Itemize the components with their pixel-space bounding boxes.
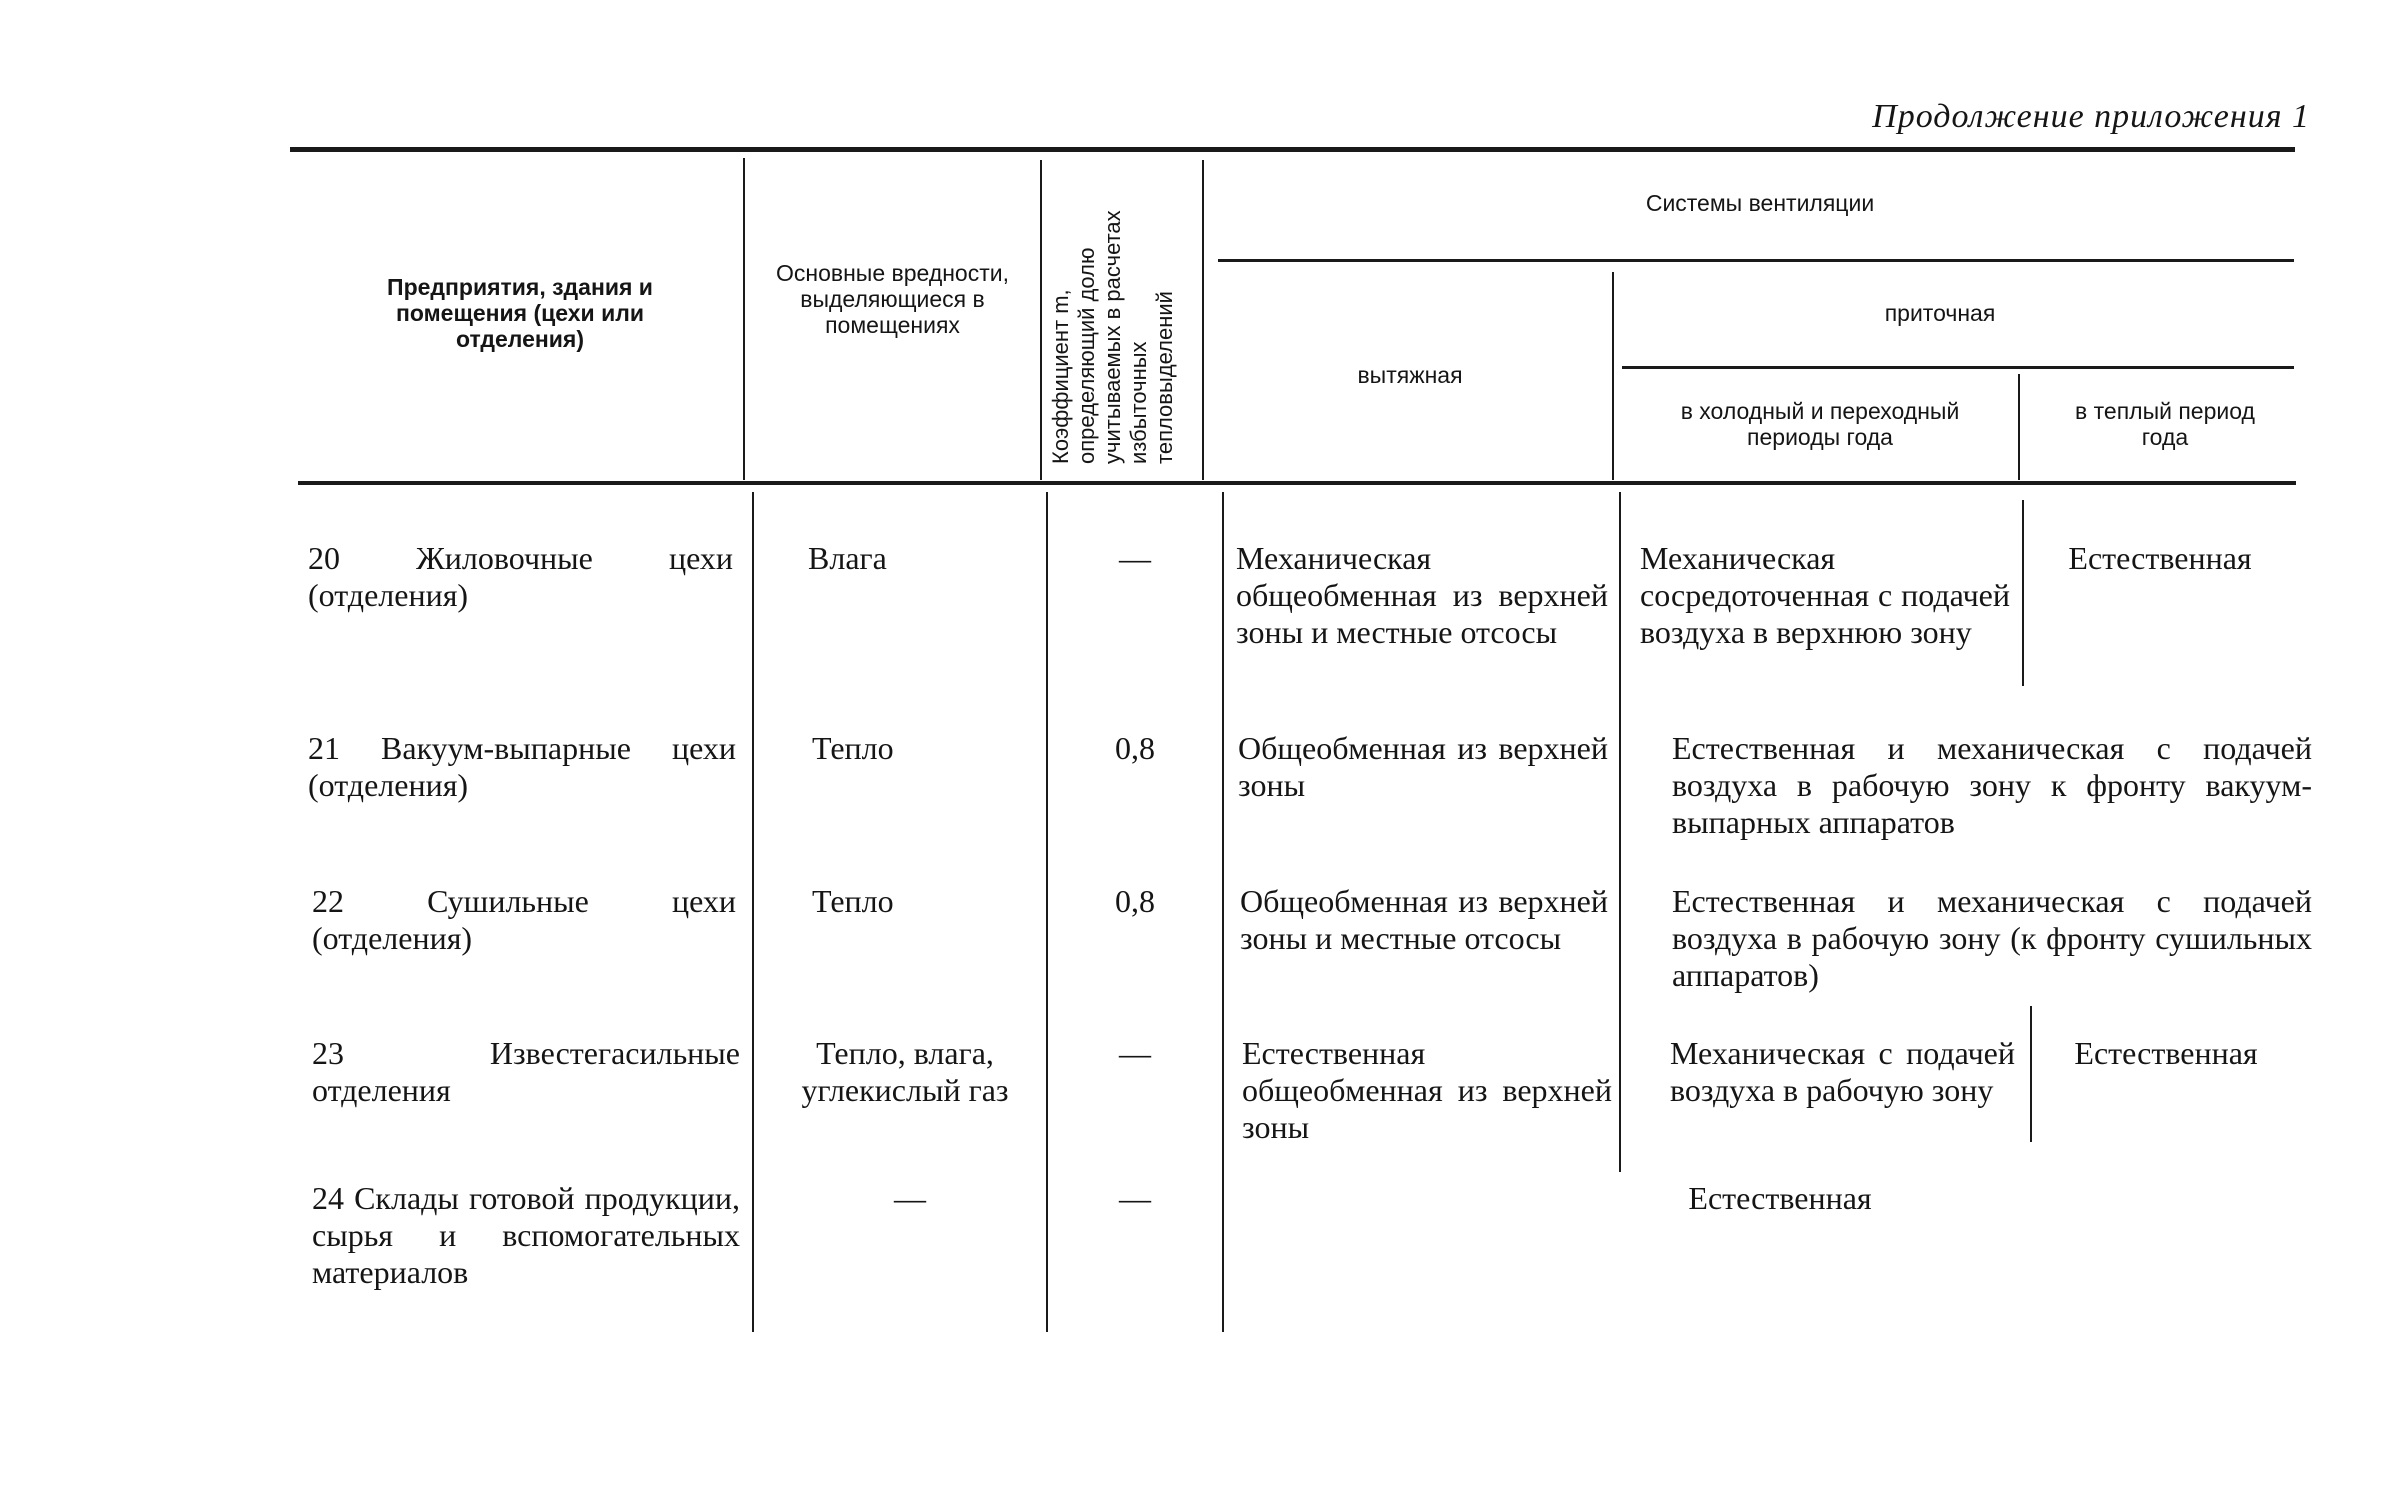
row-20-supply-cold: Механическая сосредоточенная с подачей воздуха в верхнюю зону xyxy=(1640,540,2010,650)
row-24-name: 24 Склады готовой продукции, сырья и вспомогательных материалов xyxy=(312,1180,740,1290)
row-20-supply-warm: Естественная xyxy=(2068,540,2252,576)
header-enterprises: Предприятия, здания и помещения (цехи или отделения) xyxy=(387,274,653,352)
header-coefficient-m: Коэффициент m, определяющий долю учитываемых в расчетах избыточных тепловыделений xyxy=(1048,210,1177,464)
row-22-m: 0,8 xyxy=(1115,883,1155,919)
row-22-name: 22 Сушильные цехи (отделения) xyxy=(312,883,736,956)
header-divider-1 xyxy=(743,158,745,480)
body-divider-2 xyxy=(1046,492,1048,1332)
row-23-name: 23 Известегасильные отделения xyxy=(312,1035,740,1108)
row-21-hazards: Тепло xyxy=(812,730,894,766)
row-20-exhaust: Механическая общеобменная из верхней зоны и местные отсосы xyxy=(1236,540,1608,650)
body-divider-3 xyxy=(1222,492,1224,1332)
header-divider-3 xyxy=(1202,160,1204,480)
row-21-name: 21 Вакуум-выпарные цехи (отделения) xyxy=(308,730,736,803)
row-24-all-systems: Естественная xyxy=(1688,1180,1872,1216)
row-21-m: 0,8 xyxy=(1115,730,1155,766)
row-21-exhaust: Общеобменная из верхней зоны xyxy=(1238,730,1608,803)
row-20-hazards: Влага xyxy=(808,540,887,576)
header-hazards: Основные вредности, выделяющиеся в помещениях xyxy=(776,260,1009,338)
header-divider-4 xyxy=(1612,272,1614,480)
header-ventilation-systems: Системы вентиляции xyxy=(1645,190,1875,216)
row-20-name: 20 Жиловочные цехи (отделения) xyxy=(308,540,733,613)
row-22-supply: Естественная и механическая с подачей воздуха в рабочую зону (к фронту сушильных аппаратов) xyxy=(1672,883,2312,993)
ventilation-subrule xyxy=(1218,259,2294,262)
header-supply-warm: в теплый период года xyxy=(2075,398,2255,450)
body-divider-6 xyxy=(2030,1006,2032,1142)
row-22-exhaust: Общеобменная из верхней зоны и местные отсосы xyxy=(1240,883,1608,956)
row-20-m: — xyxy=(1119,540,1151,576)
header-divider-2 xyxy=(1040,160,1042,480)
row-24-m: — xyxy=(1119,1180,1151,1216)
row-23-supply-cold: Механическая с подачей воздуха в рабочую зону xyxy=(1670,1035,2015,1108)
table-top-rule xyxy=(290,147,2295,152)
body-divider-5 xyxy=(2022,500,2024,686)
row-23-exhaust: Естественная общеобменная из верхней зоны xyxy=(1242,1035,1612,1145)
row-24-hazards: — xyxy=(894,1180,926,1216)
row-23-supply-warm: Естественная xyxy=(2074,1035,2258,1071)
header-divider-5 xyxy=(2018,374,2020,480)
body-divider-4 xyxy=(1619,492,1621,1172)
header-supply-cold: в холодный и переходный периоды года xyxy=(1680,398,1960,450)
row-22-hazards: Тепло xyxy=(812,883,894,919)
header-bottom-rule xyxy=(298,481,2296,485)
header-exhaust: вытяжная xyxy=(1357,362,1463,388)
row-23-hazards: Тепло, влага, углекислый газ xyxy=(801,1035,1009,1108)
row-21-supply: Естественная и механическая с подачей воздуха в рабочую зону к фронту вакуум-выпарных аппаратов xyxy=(1672,730,2312,840)
row-23-m: — xyxy=(1119,1035,1151,1071)
supply-subrule xyxy=(1622,366,2294,369)
header-supply: приточная xyxy=(1884,300,1996,326)
body-divider-1 xyxy=(752,492,754,1332)
running-header: Продолжение приложения 1 xyxy=(1872,98,2310,135)
